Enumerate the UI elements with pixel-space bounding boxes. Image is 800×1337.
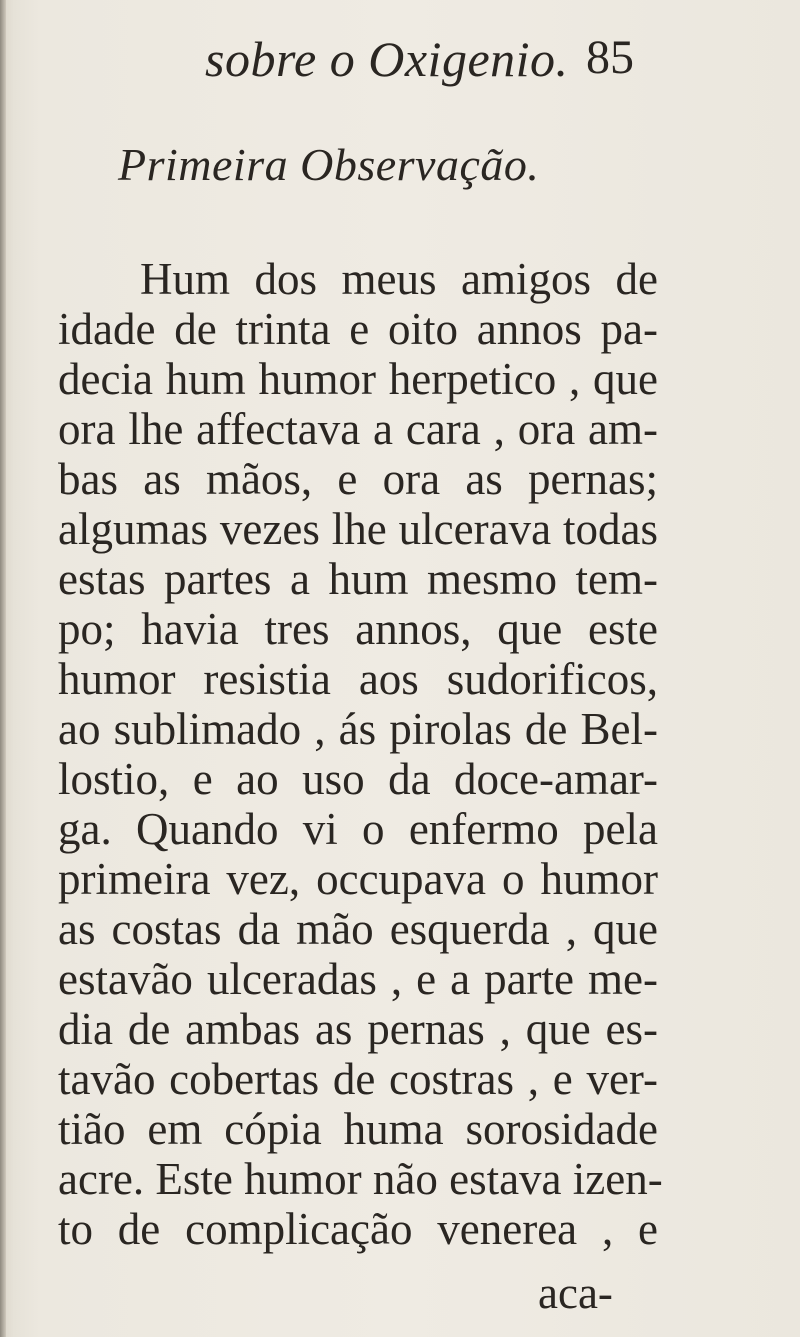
text-line: estas partes a hum mesmo tem- <box>58 554 658 604</box>
text-line: tavão cobertas de costras , e ver- <box>58 1054 658 1104</box>
running-head-title: sobre o Oxigenio. <box>205 31 569 87</box>
text-line: humor resistia aos sudorificos, <box>58 654 658 704</box>
text-line: tião em cópia huma sorosidade <box>58 1104 658 1154</box>
text-line: ora lhe affectava a cara , ora am- <box>58 404 658 454</box>
text-line: dia de ambas as pernas , que es- <box>58 1004 658 1054</box>
catchword: aca- <box>538 1268 613 1318</box>
text-line: bas as mãos, e ora as pernas; <box>58 454 658 504</box>
text-line: ga. Quando vi o enfermo pela <box>58 804 658 854</box>
text-line: primeira vez, occupava o humor <box>58 854 658 904</box>
text-line: Hum dos meus amigos de <box>140 254 658 304</box>
text-line: lostio, e ao uso da doce-amar- <box>58 754 658 804</box>
text-line: as costas da mão esquerda , que <box>58 904 658 954</box>
running-head <box>0 22 800 92</box>
text-line: to de complicação venerea , e <box>58 1204 658 1254</box>
text-line: ao sublimado , ás pirolas de Bel- <box>58 704 658 754</box>
text-line: acre. Este humor não estava izen- <box>58 1154 663 1204</box>
text-line: po; havia tres annos, que este <box>58 604 658 654</box>
text-line: algumas vezes lhe ulcerava todas <box>58 504 658 554</box>
section-title: Primeira Observação. <box>118 139 540 190</box>
binding-edge <box>0 0 6 1337</box>
text-line: decia hum humor herpetico , que <box>58 354 658 404</box>
text-line: estavão ulceradas , e a parte me- <box>58 954 658 1004</box>
page-number: 85 <box>586 31 634 84</box>
text-line: idade de trinta e oito annos pa- <box>58 304 658 354</box>
